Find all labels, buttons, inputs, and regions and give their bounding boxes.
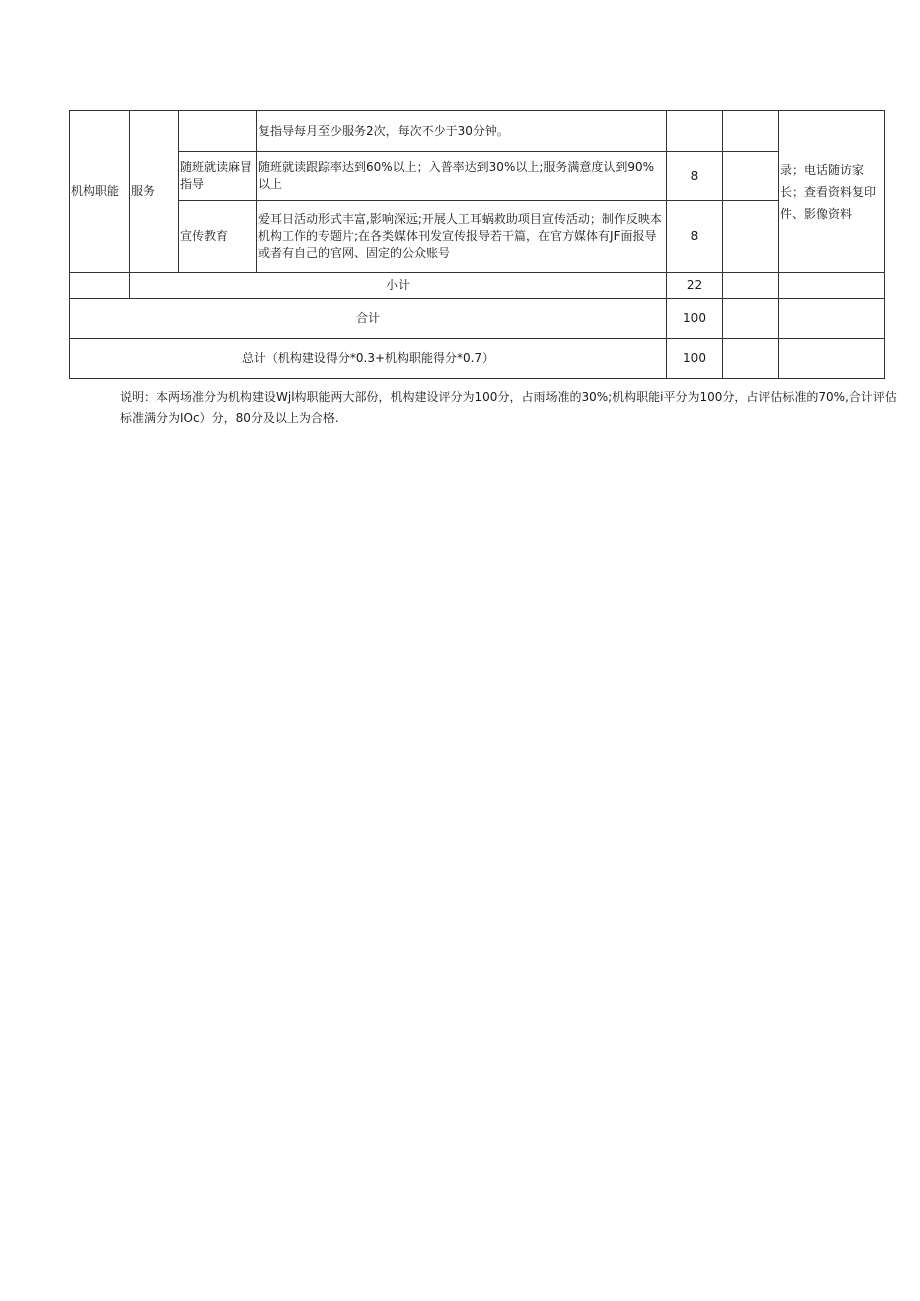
desc-cell: 复指导每月至少服务2次，每次不少于30分钟。 bbox=[257, 111, 667, 152]
score-cell: 8 bbox=[667, 201, 723, 273]
total-label: 合计 bbox=[70, 299, 667, 339]
total-score: 100 bbox=[667, 299, 723, 339]
actual-score-cell bbox=[723, 152, 779, 201]
category-cell: 机构职能 bbox=[70, 111, 130, 273]
item-cell: 宣传教育 bbox=[179, 201, 257, 273]
grand-total-label: 总计（机构建设得分*0.3+机构职能得分*0.7） bbox=[70, 339, 667, 379]
blank-cell bbox=[779, 299, 885, 339]
table-row bbox=[70, 152, 885, 201]
score-cell bbox=[667, 111, 723, 152]
footnote-text: 说明：本两场准分为机构建设Wjl构职能两大部份，机构建设评分为100分，占雨场准的30%;机构职能i平分为100分，占评估标准的70%,合计评估标准满分为IOc）分，80分及以上为合格. bbox=[120, 390, 897, 425]
subtotal-row bbox=[70, 273, 885, 299]
grand-total-row bbox=[70, 339, 885, 379]
blank-cell bbox=[779, 339, 885, 379]
blank-cell bbox=[723, 273, 779, 299]
blank-cell bbox=[723, 339, 779, 379]
score-cell: 8 bbox=[667, 152, 723, 201]
method-note-cell: 录；电话随访家长；查看资料复印件、影像资料 bbox=[779, 111, 885, 273]
subtotal-score: 22 bbox=[667, 273, 723, 299]
blank-cell bbox=[779, 273, 885, 299]
item-cell bbox=[179, 111, 257, 152]
total-row bbox=[70, 299, 885, 339]
evaluation-table bbox=[69, 110, 885, 379]
actual-score-cell bbox=[723, 201, 779, 273]
desc-cell: 随班就读跟踪率达到60%以上；入普率达到30%以上;服务满意度认到90%以上 bbox=[257, 152, 667, 201]
desc-cell: 爱耳日活动形式丰富,影响深远;开展人工耳蜗救助项目宣传活动；制作反映本机构工作的专题片;在各类媒体刊发宣传报导若干篇，在官方媒体有JF面报导或者有自己的官网、固定的公众账号 bbox=[257, 201, 667, 273]
subcategory-cell: 服务 bbox=[130, 111, 179, 273]
table-row bbox=[70, 111, 885, 152]
blank-cell bbox=[70, 273, 130, 299]
subtotal-label: 小计 bbox=[130, 273, 667, 299]
actual-score-cell bbox=[723, 111, 779, 152]
grand-total-score: 100 bbox=[667, 339, 723, 379]
blank-cell bbox=[723, 299, 779, 339]
item-cell: 随班就读麻冒指导 bbox=[179, 152, 257, 201]
table-row bbox=[70, 201, 885, 273]
